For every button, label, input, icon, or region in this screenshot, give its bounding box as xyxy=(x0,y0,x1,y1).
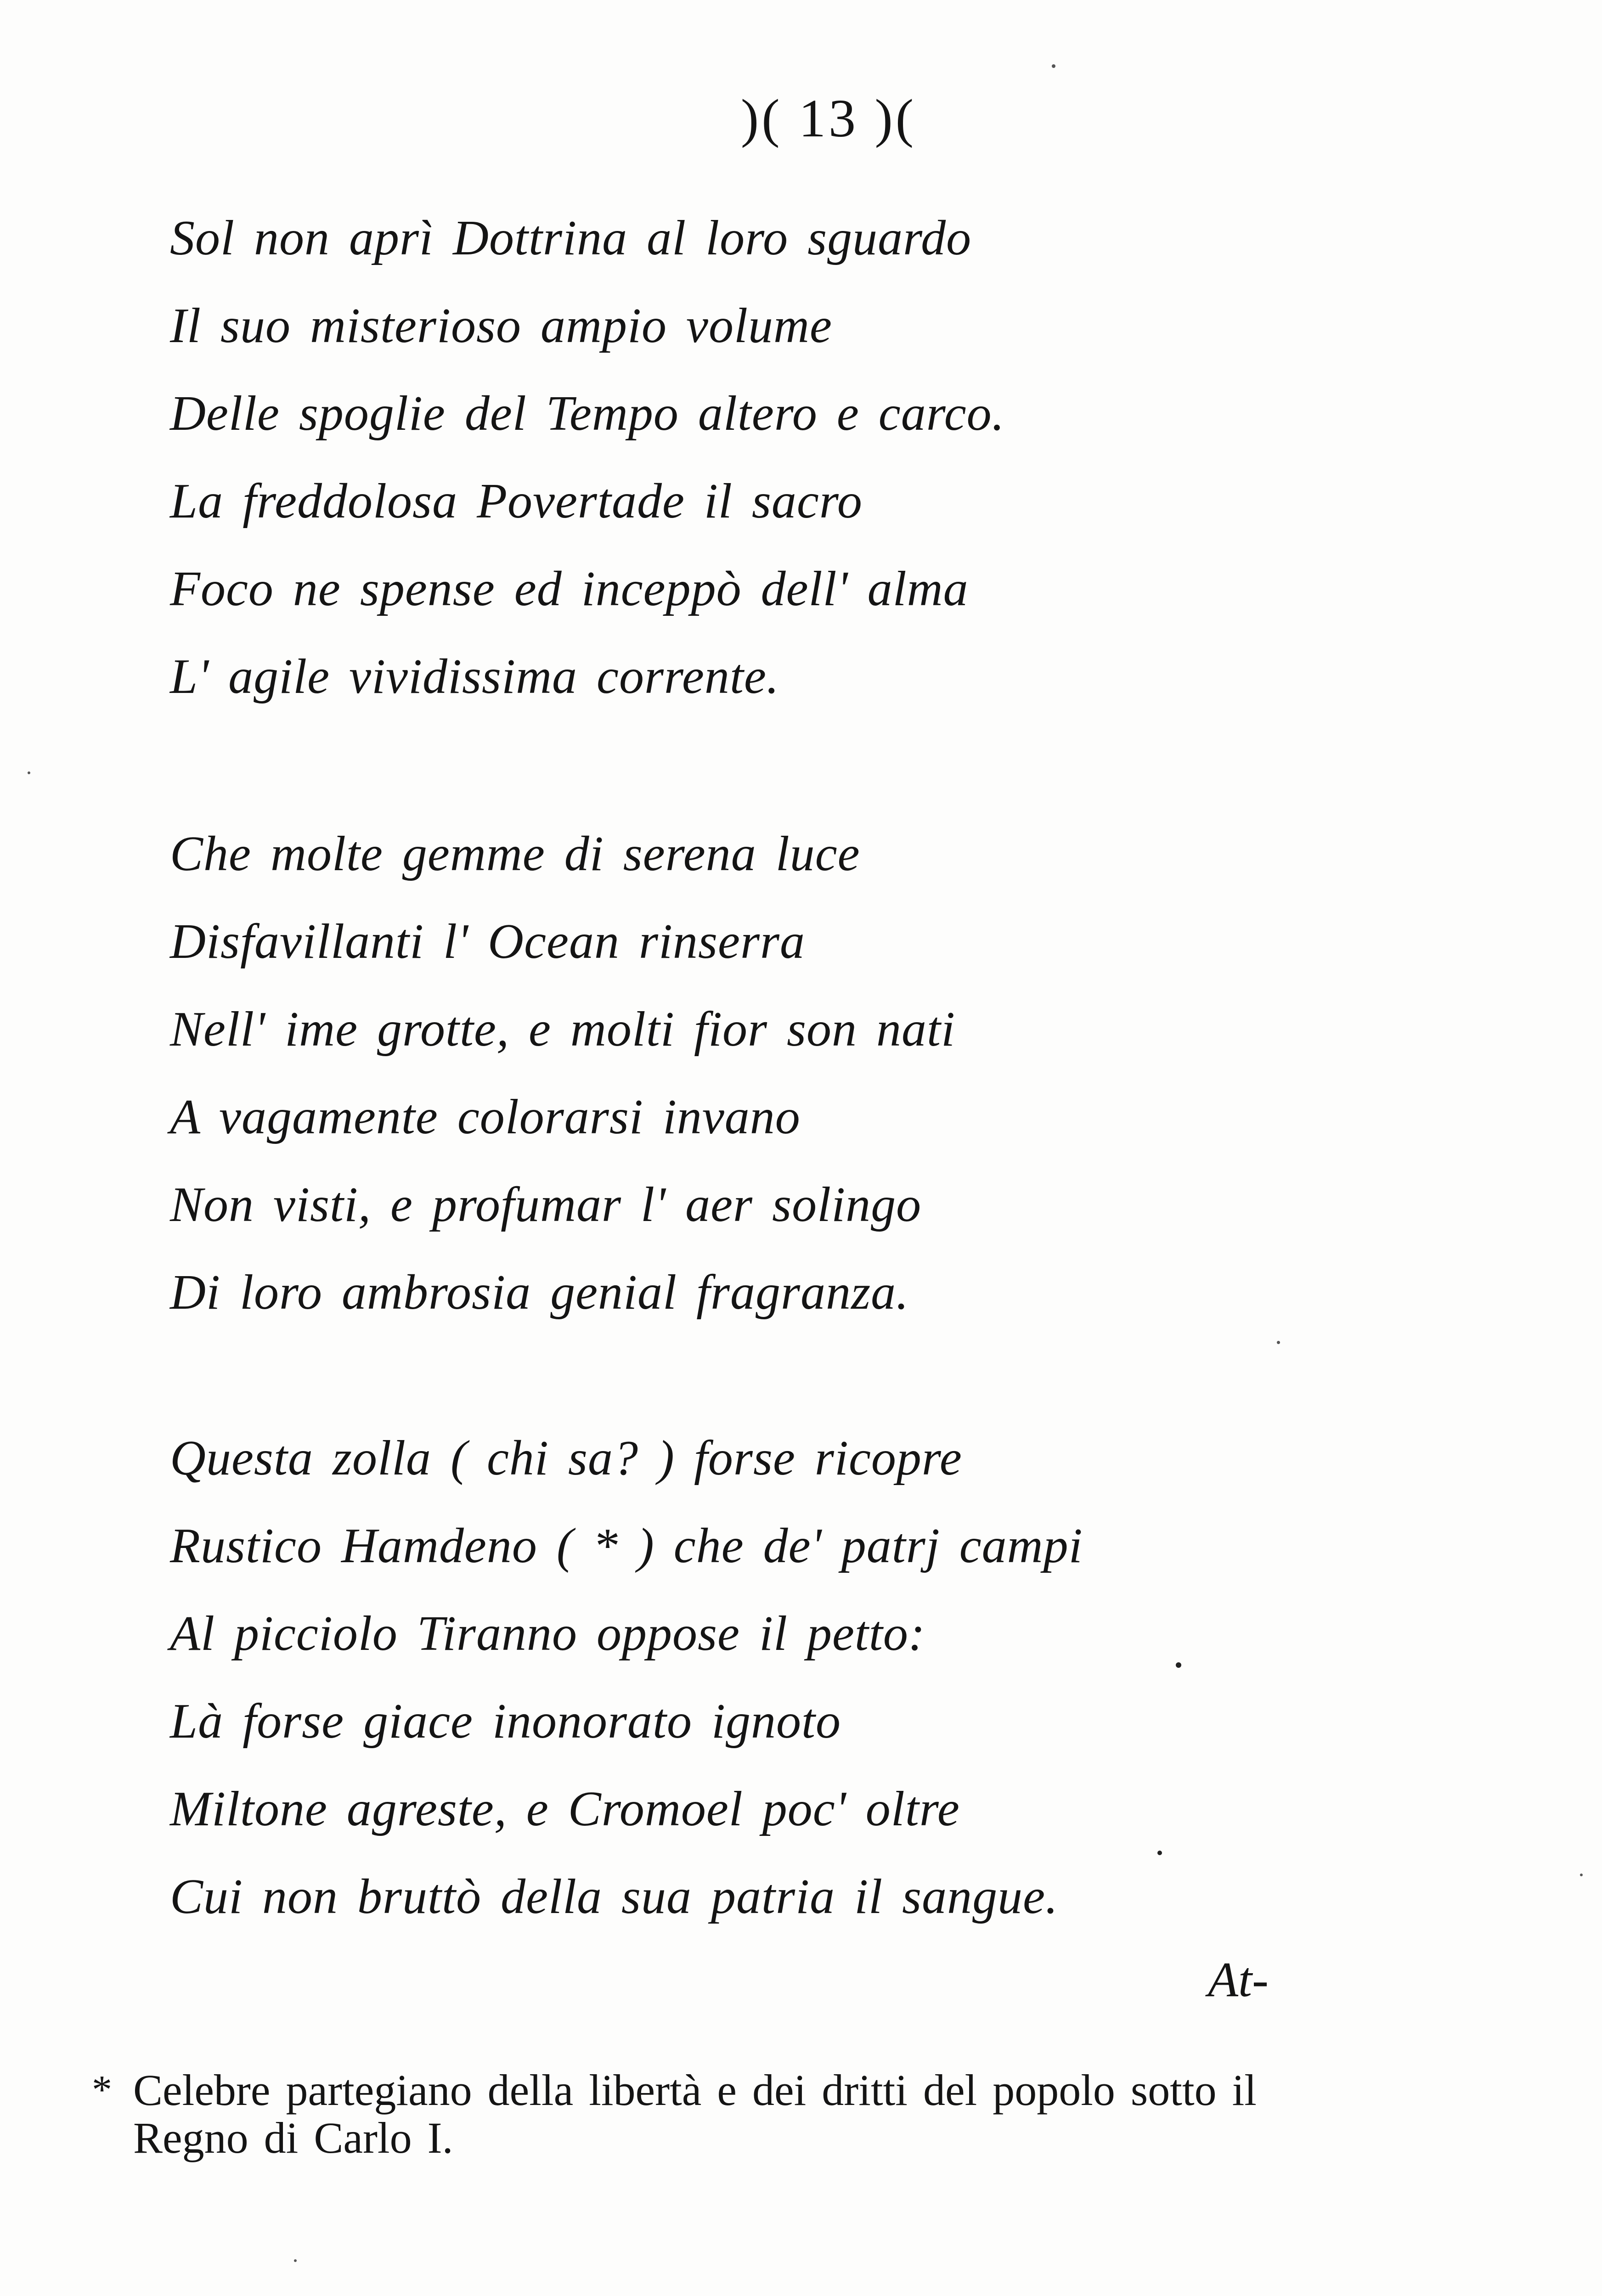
verse-line: Il suo misterioso ampio volume xyxy=(170,298,832,353)
verse-line: Questa zolla ( chi sa? ) forse ricopre xyxy=(170,1431,962,1486)
footnote-text-1: Celebre partegiano della libertà e dei dritti del popolo sotto il xyxy=(133,2065,1257,2115)
paper-speck xyxy=(1580,1874,1583,1876)
verse-line: Delle spoglie del Tempo altero e carco. xyxy=(170,386,1005,441)
verse-line: Là forse giace inonorato ignoto xyxy=(170,1694,841,1749)
catchword: At- xyxy=(1208,1953,1269,2007)
verse-line: Cui non bruttò della sua patria il sangue. xyxy=(170,1869,1059,1924)
verse-line: Miltone agreste, e Cromoel poc' oltre xyxy=(170,1782,960,1836)
verse-line: Che molte gemme di serena luce xyxy=(170,827,860,881)
footnote-mark: * xyxy=(92,2068,112,2112)
paper-speck xyxy=(1052,64,1055,68)
verse-line: A vagamente colorarsi invano xyxy=(170,1090,801,1144)
verse-line: Non visti, e profumar l' aer solingo xyxy=(170,1177,922,1232)
verse-line: Foco ne spense ed inceppò dell' alma xyxy=(170,562,969,616)
page-number: )( 13 )( xyxy=(740,88,917,148)
verse-line: Al picciolo Tiranno oppose il petto: xyxy=(170,1606,925,1661)
stanza-2 xyxy=(170,810,955,1336)
verse-line: La freddolosa Povertade il sacro xyxy=(170,474,863,529)
paper-speck xyxy=(1176,1662,1181,1668)
verse-line: Sol non aprì Dottrina al loro sguardo xyxy=(170,211,972,265)
stanza-3 xyxy=(170,1414,1083,1941)
paper-speck xyxy=(1277,1341,1280,1344)
stanza-1 xyxy=(170,194,1005,720)
paper-speck xyxy=(1157,1851,1162,1855)
footnote-text-2: Regno di Carlo I. xyxy=(133,2113,453,2162)
verse-line: Nell' ime grotte, e molti fior son nati xyxy=(170,1002,956,1057)
verse-line: Disfavillanti l' Ocean rinserra xyxy=(170,914,806,969)
verse-line: Rustico Hamdeno ( * ) che de' patrj campi xyxy=(170,1519,1083,1573)
footnote xyxy=(92,2066,1369,2162)
footnote-line-1 xyxy=(92,2066,1369,2114)
paper-speck xyxy=(294,2259,297,2262)
verse-line: Di loro ambrosia genial fragranza. xyxy=(170,1265,909,1320)
verse-line: L' agile vividissima corrente. xyxy=(170,649,779,704)
paper-speck xyxy=(28,771,30,774)
